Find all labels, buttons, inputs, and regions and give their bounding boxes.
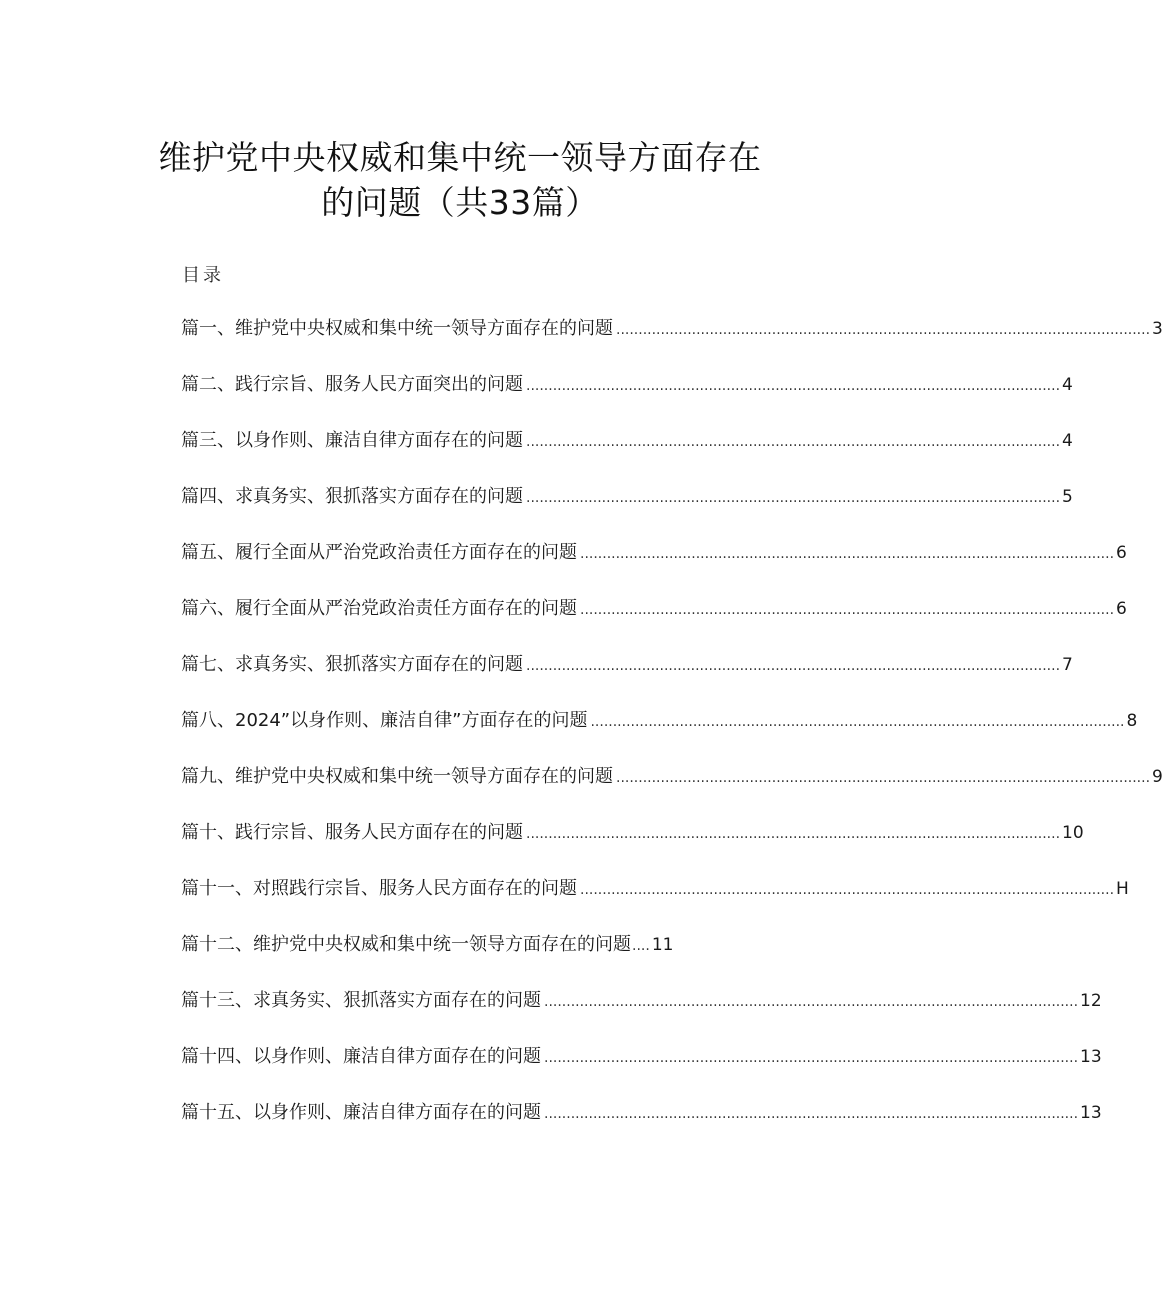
toc-page-number: 5 <box>1062 487 1073 507</box>
toc-entry[interactable] <box>181 764 1163 820</box>
toc-dot-leader: ........................................................................................................................ <box>580 546 1115 562</box>
toc-dot-leader: ........................................................................................................................ <box>526 826 1061 842</box>
toc-entry-title: 篇十二、维护党中央权威和集中统一领导方面存在的问题 <box>181 934 631 955</box>
toc-entry[interactable] <box>181 876 1129 932</box>
toc-dot-leader: ........................................................................................................................ <box>580 882 1115 898</box>
toc-page-number: 6 <box>1116 543 1127 563</box>
toc-dot-leader: ........................................................................................................................ <box>526 434 1061 450</box>
toc-page-number: 4 <box>1062 375 1073 395</box>
toc-page-number: 12 <box>1080 991 1102 1011</box>
toc-entry[interactable] <box>181 484 1073 540</box>
toc-entry-title: 篇一、维护党中央权威和集中统一领导方面存在的问题 <box>181 318 613 339</box>
toc-dot-leader: ........................................................................................................................ <box>526 378 1061 394</box>
toc-dot-leader: .... <box>632 938 650 954</box>
toc-entry[interactable] <box>181 820 1084 876</box>
toc-page-number: 8 <box>1126 711 1138 731</box>
toc-entry[interactable] <box>181 596 1127 652</box>
toc-entry-title: 篇十五、以身作则、廉洁自律方面存在的问题 <box>181 1102 541 1123</box>
toc-page-number: 11 <box>651 935 674 955</box>
toc-entry[interactable] <box>181 708 1138 764</box>
table-of-contents <box>181 316 1163 1156</box>
toc-entry-title: 篇六、履行全面从严治党政治责任方面存在的问题 <box>181 598 577 619</box>
toc-entry[interactable] <box>181 540 1127 596</box>
document-title-line-2: 的问题（共33篇） <box>321 183 599 222</box>
toc-entry-title: 篇五、履行全面从严治党政治责任方面存在的问题 <box>181 542 577 563</box>
toc-entry-title: 篇十四、以身作则、廉洁自律方面存在的问题 <box>181 1046 541 1067</box>
toc-entry-title: 篇四、求真务实、狠抓落实方面存在的问题 <box>181 486 523 507</box>
toc-entry-title: 篇七、求真务实、狠抓落实方面存在的问题 <box>181 654 523 675</box>
toc-entry-title: 篇八、2024”以身作则、廉洁自律”方面存在的问题 <box>181 710 588 731</box>
toc-page-number: 10 <box>1062 823 1084 843</box>
toc-dot-leader: ........................................................................................................................ <box>526 658 1061 674</box>
toc-entry-title: 篇十、践行宗旨、服务人民方面存在的问题 <box>181 822 523 843</box>
toc-entry[interactable] <box>181 932 777 988</box>
toc-entry[interactable] <box>181 372 1073 428</box>
toc-entry-title: 篇二、践行宗旨、服务人民方面突出的问题 <box>181 374 523 395</box>
toc-page-number: 3 <box>1152 319 1163 339</box>
toc-entry[interactable] <box>181 1044 1102 1100</box>
toc-dot-leader: ........................................................................................................................ <box>616 770 1151 786</box>
toc-dot-leader: ........................................................................................................................ <box>616 322 1151 338</box>
toc-dot-leader: ........................................................................................................................ <box>544 994 1079 1010</box>
toc-entry[interactable] <box>181 1100 1102 1156</box>
toc-page-number: 6 <box>1116 599 1127 619</box>
toc-entry-title: 篇十一、对照践行宗旨、服务人民方面存在的问题 <box>181 878 577 899</box>
toc-dot-leader: ........................................................................................................................ <box>580 602 1115 618</box>
toc-page-number: 9 <box>1152 767 1163 787</box>
toc-entry[interactable] <box>181 988 1102 1044</box>
toc-page-number: 7 <box>1062 655 1073 675</box>
toc-entry[interactable] <box>181 652 1073 708</box>
toc-entry[interactable] <box>181 428 1073 484</box>
toc-dot-leader: ........................................................................................................................ <box>544 1050 1079 1066</box>
toc-entry-title: 篇十三、求真务实、狠抓落实方面存在的问题 <box>181 990 541 1011</box>
toc-page-number: H <box>1116 879 1129 899</box>
toc-dot-leader: ........................................................................................................................ <box>590 714 1125 730</box>
toc-dot-leader: ........................................................................................................................ <box>544 1106 1079 1122</box>
toc-entry-title: 篇九、维护党中央权威和集中统一领导方面存在的问题 <box>181 766 613 787</box>
toc-heading: 目录 <box>182 265 224 286</box>
document-title-line-1: 维护党中央权威和集中统一领导方面存在 <box>158 138 762 177</box>
toc-dot-leader: ........................................................................................................................ <box>526 490 1061 506</box>
toc-page-number: 13 <box>1080 1047 1102 1067</box>
toc-entry[interactable] <box>181 316 1163 372</box>
toc-page-number: 4 <box>1062 431 1073 451</box>
toc-page-number: 13 <box>1080 1103 1102 1123</box>
toc-entry-title: 篇三、以身作则、廉洁自律方面存在的问题 <box>181 430 523 451</box>
